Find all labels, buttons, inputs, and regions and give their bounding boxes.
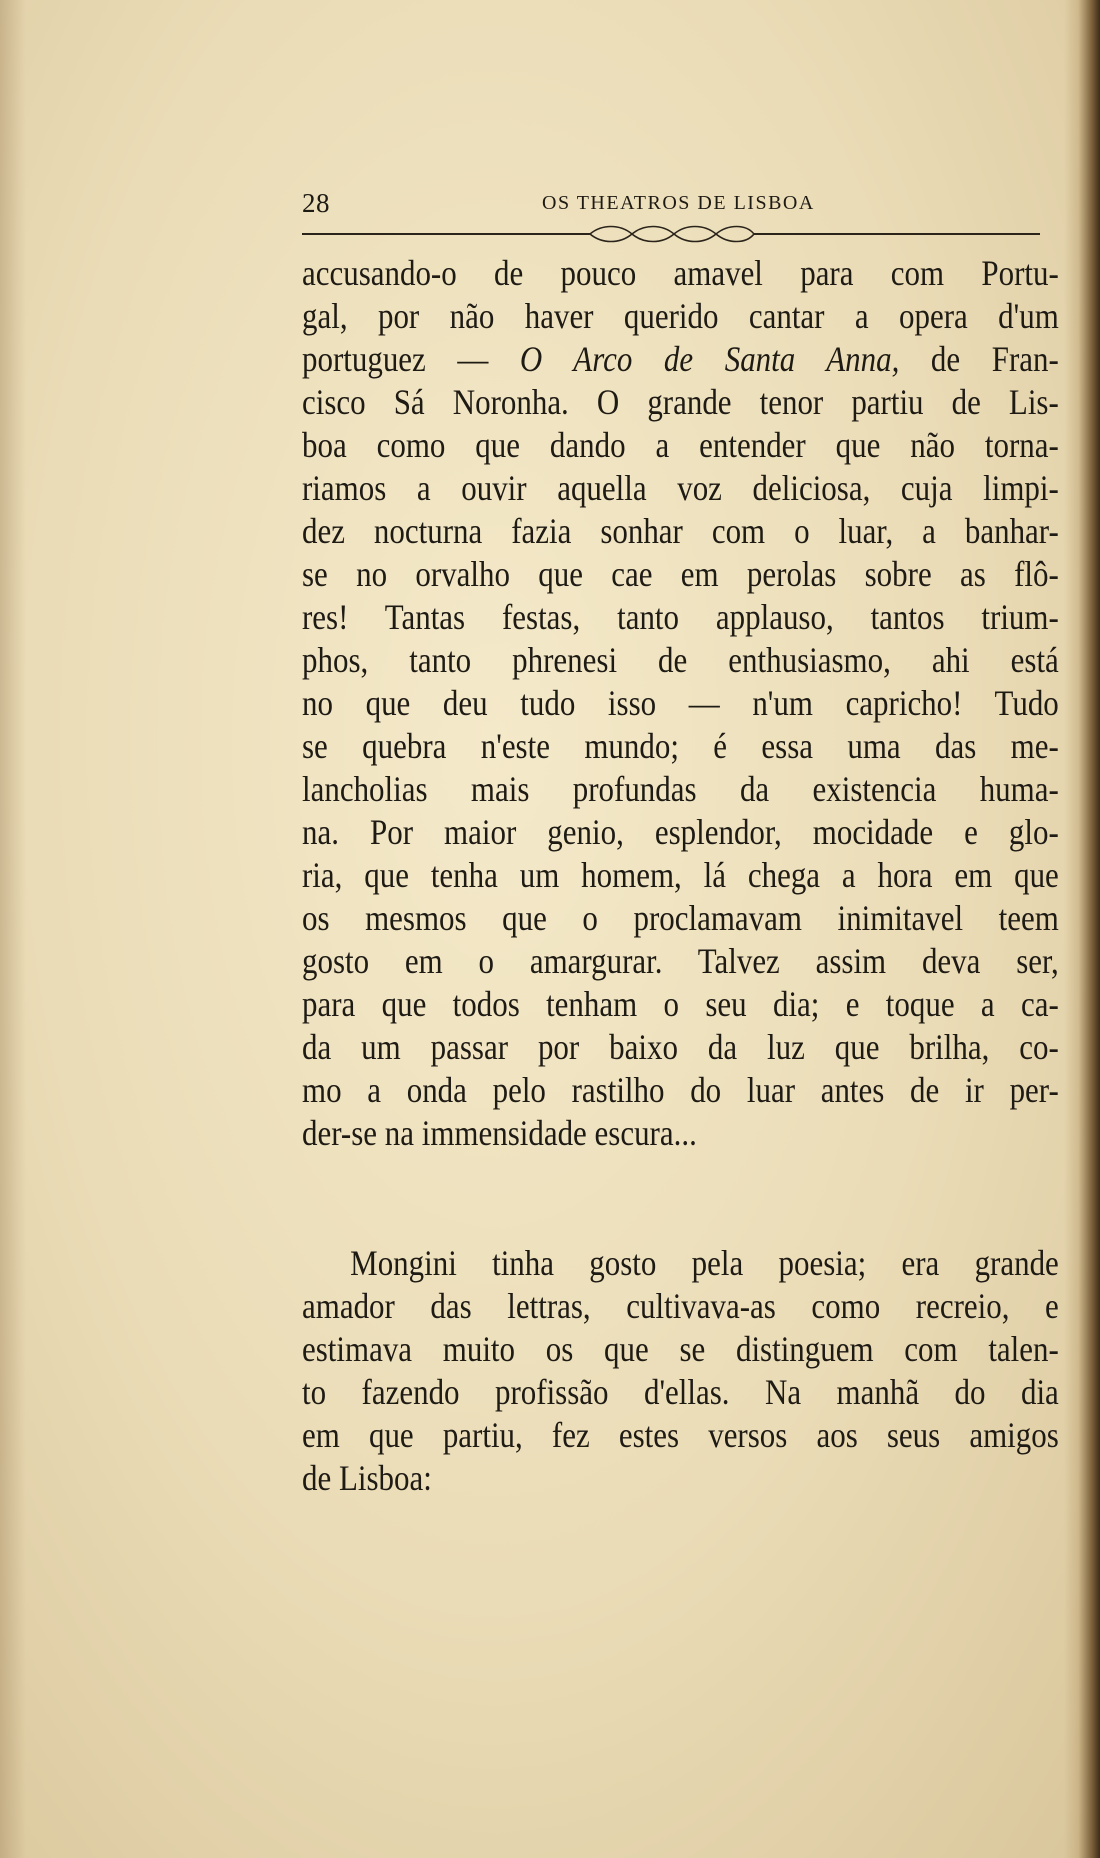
- text-line: Mongini tinha gosto pela poesia; era grande: [350, 1243, 1059, 1283]
- page-edge-shadow: [1064, 0, 1100, 1858]
- text-line: boa como que dando a entender que não torna-: [302, 425, 1059, 465]
- text-line: na. Por maior genio, esplendor, mocidade e glo-: [302, 812, 1059, 852]
- text-line: [302, 338, 1059, 381]
- running-head: [302, 188, 1058, 218]
- text-run: de Fran-: [899, 339, 1059, 379]
- text-line: ria, que tenha um homem, lá chega a hora em que: [302, 855, 1059, 895]
- text-line: gosto em o amargurar. Talvez assim deva ser,: [302, 941, 1059, 981]
- text-line: em que partiu, fez estes versos aos seus amigos: [302, 1415, 1059, 1455]
- text-line: no que deu tudo isso — n'um capricho! Tudo: [302, 683, 1059, 723]
- text-line: to fazendo profissão d'ellas. Na manhã do dia: [302, 1372, 1059, 1412]
- text-line: accusando-o de pouco amavel para com Portu-: [302, 253, 1059, 293]
- text-line: res! Tantas festas, tanto applauso, tantos trium-: [302, 597, 1059, 637]
- italic-title: O Arco de Santa Anna,: [519, 339, 900, 379]
- text-line: mo a onda pelo rastilho do luar antes de ir per-: [302, 1070, 1059, 1110]
- text-line: gal, por não haver querido cantar a opera d'um: [302, 296, 1059, 336]
- header-rule-ornament: [302, 222, 1040, 246]
- text-line: se quebra n'este mundo; é essa uma das me-: [302, 726, 1059, 766]
- text-line: amador das lettras, cultivava-as como recreio, e: [302, 1286, 1059, 1326]
- text-line: da um passar por baixo da luz que brilha, co-: [302, 1027, 1059, 1067]
- text-line: riamos a ouvir aquella voz deliciosa, cuja limpi-: [302, 468, 1059, 508]
- text-line: cisco Sá Noronha. O grande tenor partiu de Lis-: [302, 382, 1059, 422]
- text-line: estimava muito os que se distinguem com talen-: [302, 1329, 1059, 1369]
- page-gutter-shadow: [0, 0, 26, 1858]
- text-line: os mesmos que o proclamavam inimitavel teem: [302, 898, 1059, 938]
- text-run: portuguez —: [302, 339, 520, 379]
- text-line: para que todos tenham o seu dia; e toque a ca-: [302, 984, 1059, 1024]
- text-line: de Lisboa:: [302, 1458, 432, 1498]
- text-line: der-se na immensidade escura...: [302, 1113, 697, 1153]
- running-title: OS THEATROS DE LISBOA: [542, 192, 815, 214]
- page-number: 28: [302, 188, 330, 218]
- text-line: dez nocturna fazia sonhar com o luar, a banhar-: [302, 511, 1059, 551]
- text-line: phos, tanto phrenesi de enthusiasmo, ahi está: [302, 640, 1059, 680]
- text-line: lancholias mais profundas da existencia huma-: [302, 769, 1059, 809]
- paragraph-gap: [302, 1155, 1058, 1242]
- body-text: [302, 252, 1058, 1500]
- text-line: se no orvalho que cae em perolas sobre as flô-: [302, 554, 1059, 594]
